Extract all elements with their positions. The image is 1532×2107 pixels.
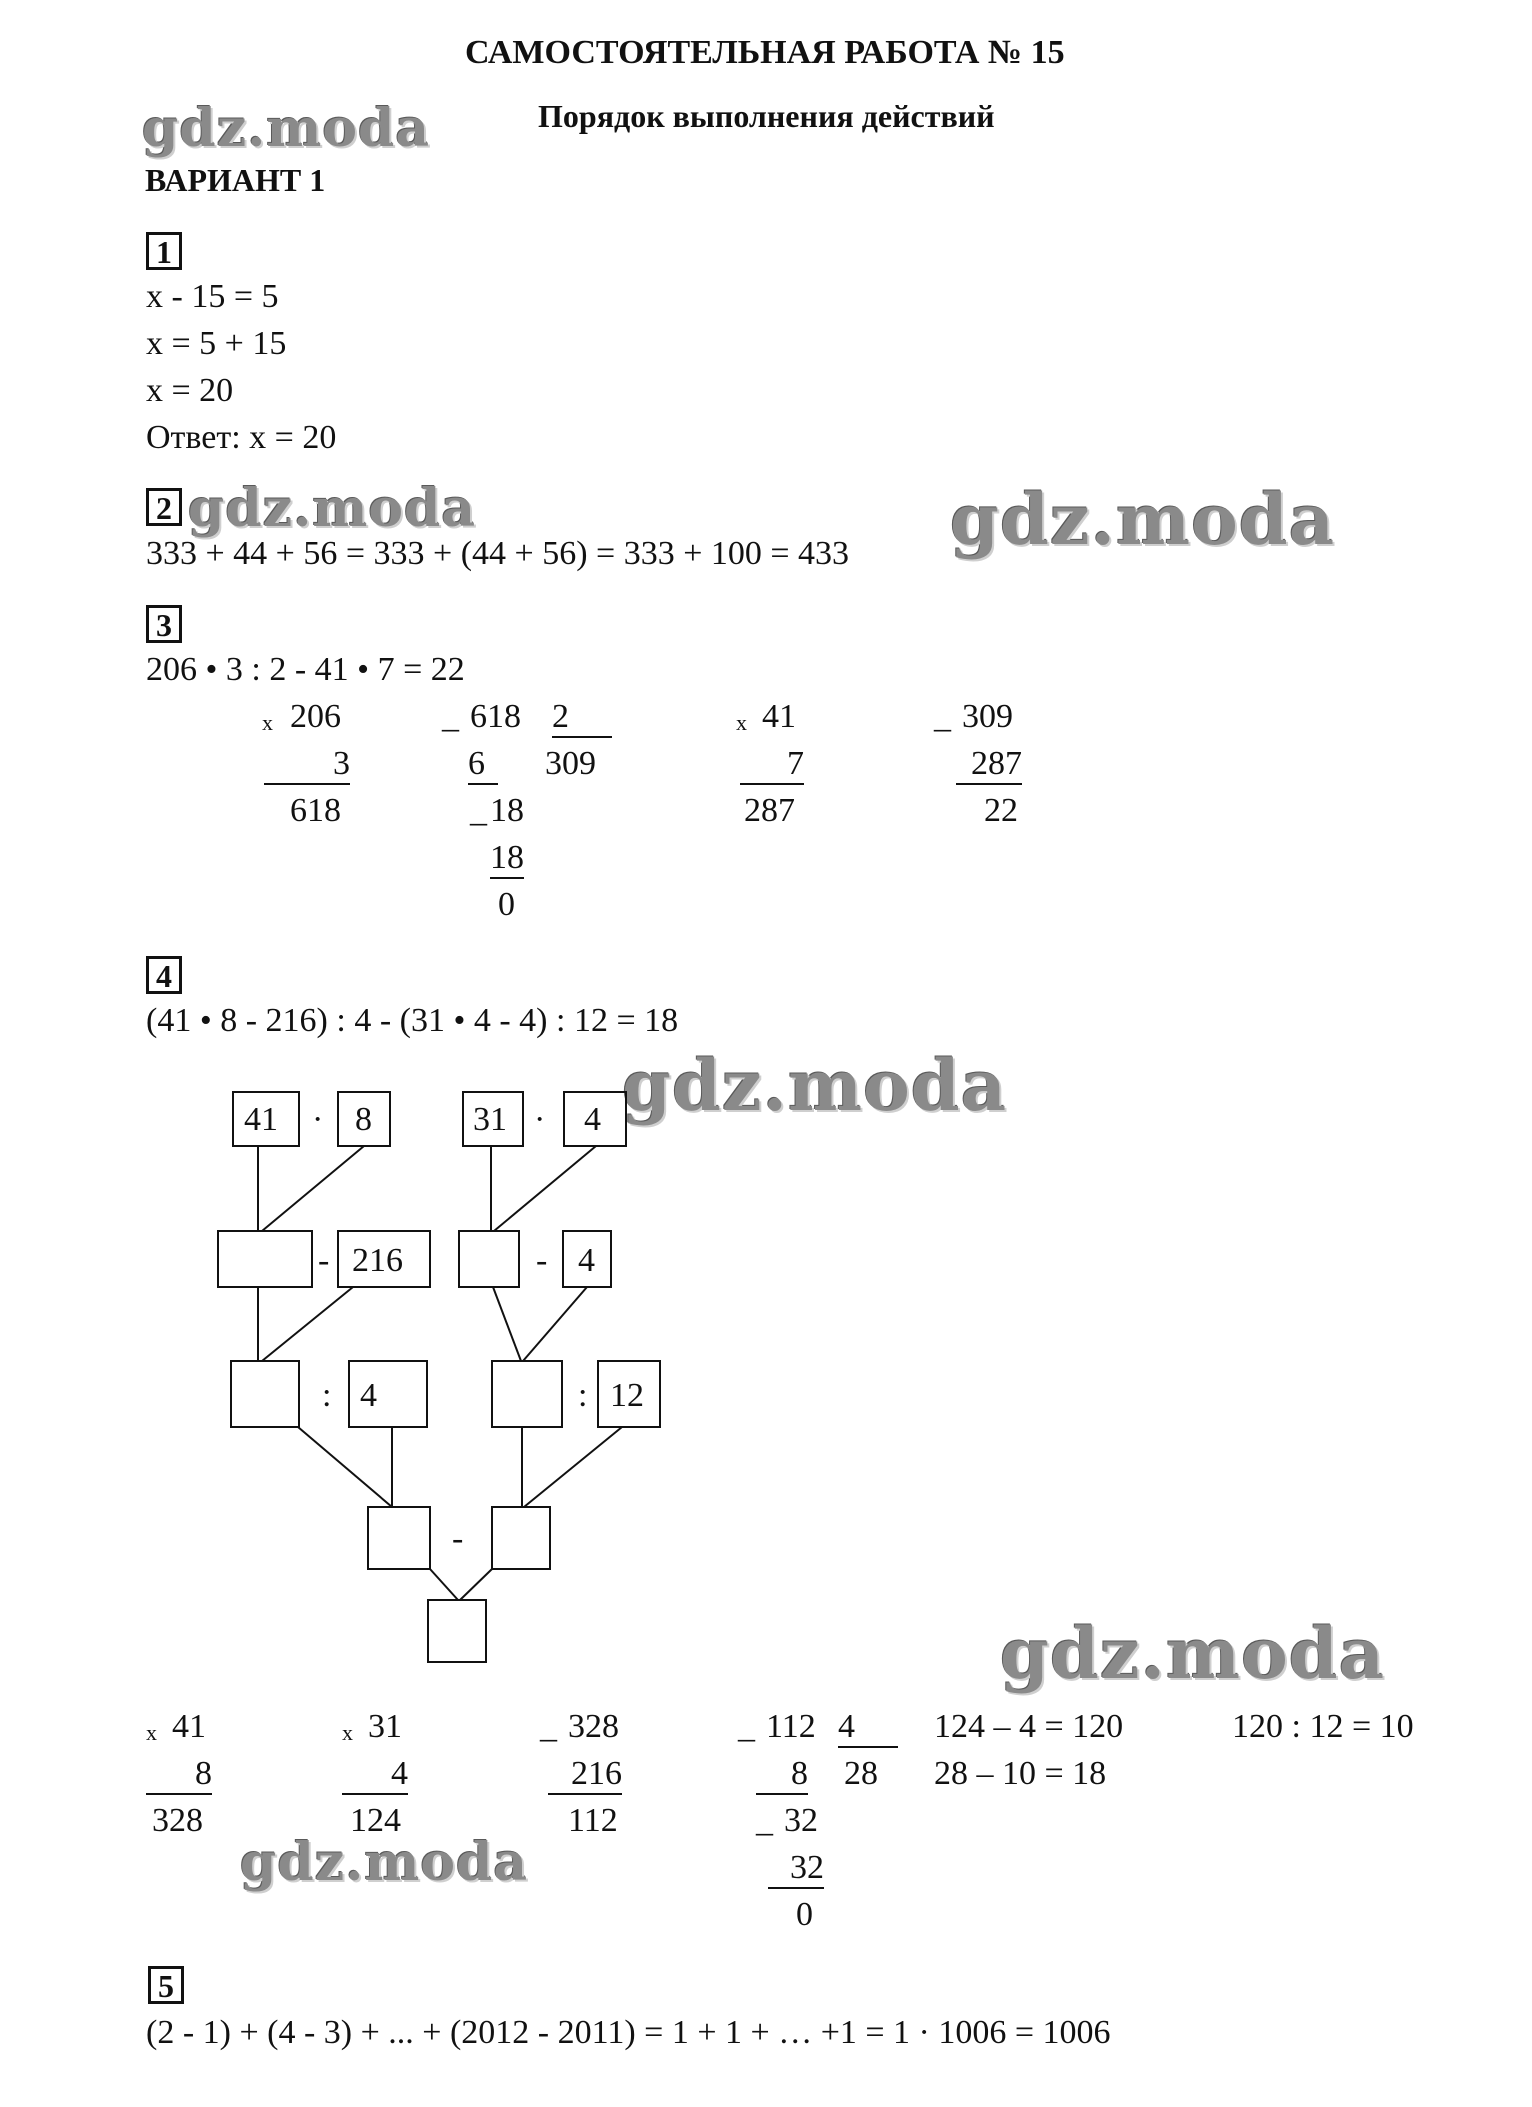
tree-box [492,1507,550,1569]
column-result: 328 [152,1802,203,1839]
task-1-line: x = 5 + 15 [146,325,287,362]
tree-box [231,1361,299,1427]
minus-sign: _ [470,792,487,829]
tree-box [428,1600,486,1662]
minus-sign: _ [442,698,459,735]
minus-sign: _ [738,1708,755,1745]
subtrahend: 6 [468,747,498,785]
column-operand: 309 [962,698,1013,735]
task-2-number: 2 [146,488,182,526]
subtrahend: 32 [768,1851,824,1889]
column-result: 124 [350,1802,401,1839]
minus-sign: _ [934,698,951,735]
divisor: 2 [552,700,612,738]
multiply-sign: x [146,1720,157,1745]
watermark: gdz.moda [240,1832,529,1893]
tree-operator: - [536,1242,548,1279]
tree-value: 12 [610,1377,644,1414]
column-operand: 4 [342,1757,408,1795]
tree-value: 31 [473,1101,507,1138]
task-3-number: 3 [146,605,182,643]
tree-operator: - [452,1520,464,1557]
column-result: 22 [984,792,1018,829]
equation: 28 – 10 = 18 [934,1755,1107,1792]
column-operand: 206 [290,698,341,735]
column-operand: 8 [146,1757,212,1795]
watermark: gdz.moda [1000,1612,1386,1695]
multiply-sign: x [736,710,747,735]
column-operand: 41 [172,1708,206,1745]
quotient: 28 [844,1755,878,1792]
tree-box [218,1231,312,1287]
tree-operator: : [578,1377,588,1414]
minus-sign: _ [540,1708,557,1745]
page-title: САМОСТОЯТЕЛЬНАЯ РАБОТА № 15 [465,34,1065,71]
tree-operator: · [312,1101,324,1138]
variant-label: ВАРИАНТ 1 [145,162,326,198]
dividend: 618 [470,698,521,735]
tree-operator: : [322,1377,332,1414]
tree-value: 4 [578,1242,595,1279]
divisor: 4 [838,1710,898,1748]
column-operand: 328 [568,1708,619,1745]
task-4-line: (41 • 8 - 216) : 4 - (31 • 4 - 4) : 12 = 18 [146,1002,679,1039]
watermark: gdz.moda [188,478,477,539]
remainder: 0 [498,886,515,923]
column-result: 618 [290,792,341,829]
tree-value: 4 [584,1101,601,1138]
column-operand: 41 [762,698,796,735]
task-5-number: 5 [148,1966,184,2004]
task-4-number: 4 [146,956,182,994]
column-operand: 287 [956,747,1022,785]
task-1-line: x = 20 [146,372,234,409]
quotient: 309 [545,745,596,782]
task-1-number: 1 [146,232,182,270]
tree-value: 216 [352,1242,403,1279]
column-operand: 3 [264,747,350,785]
task-5-line: (2 - 1) + (4 - 3) + ... + (2012 - 2011) = 1 + 1 + … +1 = 1 · 1006 = 1006 [146,2014,1111,2051]
tree-operator: · [534,1101,546,1138]
column-result: 287 [744,792,795,829]
task-3-line: 206 • 3 : 2 - 41 • 7 = 22 [146,651,465,688]
remainder: 18 [490,792,524,829]
dividend: 112 [766,1708,816,1745]
task-1-answer: Ответ: x = 20 [146,419,337,456]
subtrahend: 8 [756,1757,808,1795]
equation: 120 : 12 = 10 [1232,1708,1414,1745]
multiply-sign: x [262,710,273,735]
remainder: 0 [796,1896,813,1933]
column-operand: 7 [740,747,804,785]
watermark: gdz.moda [950,478,1336,561]
tree-value: 8 [355,1101,372,1138]
task-2-line: 333 + 44 + 56 = 333 + (44 + 56) = 333 + 100 = 433 [146,535,850,572]
remainder: 32 [784,1802,818,1839]
task-1-line: x - 15 = 5 [146,278,279,315]
column-operand: 216 [548,1757,622,1795]
tree-value: 41 [244,1101,278,1138]
watermark: gdz.moda [622,1044,1008,1127]
tree-box [368,1507,430,1569]
multiply-sign: x [342,1720,353,1745]
minus-sign: _ [756,1802,773,1839]
tree-box [459,1231,519,1287]
page-subtitle: Порядок выполнения действий [538,98,995,134]
column-result: 112 [568,1802,618,1839]
column-operand: 31 [368,1708,402,1745]
equation: 124 – 4 = 120 [934,1708,1124,1745]
watermark: gdz.moda [142,98,431,159]
tree-box [492,1361,562,1427]
tree-value: 4 [360,1377,377,1414]
subtrahend: 18 [490,841,524,879]
tree-operator: - [318,1242,330,1279]
